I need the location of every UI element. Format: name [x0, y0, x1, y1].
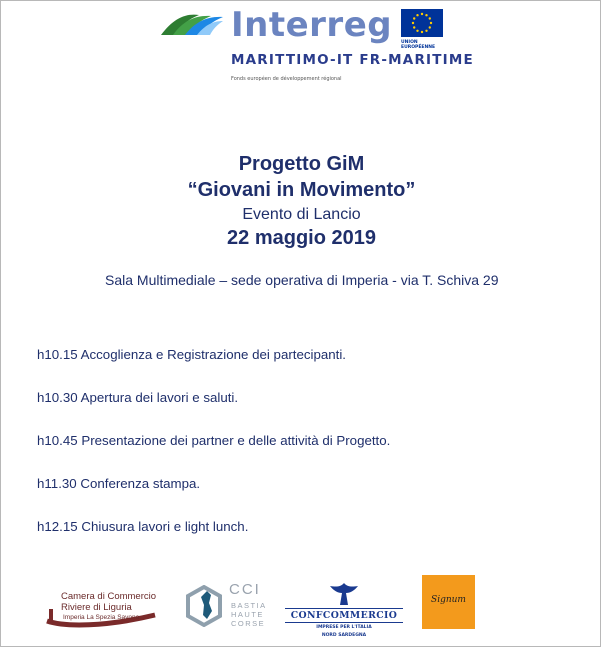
eu-caption: UNION EUROPÉENNE [401, 40, 436, 50]
agenda-item: h10.45 Presentazione dei partner e delle attività di Progetto. [37, 433, 391, 448]
event-title-subtitle: “Giovani in Movimento” [187, 179, 416, 201]
agenda-list [37, 346, 390, 561]
agenda-item: h10.30 Apertura dei lavori e saluti. [37, 390, 239, 405]
event-venue: Sala Multimediale – sede operativa di Imperia - via T. Schiva 29 [105, 272, 499, 288]
signum-logo: Signum [422, 575, 475, 629]
cci-bastia-logo: CCI BASTIA HAUTE CORSE [185, 575, 275, 635]
eu-flag-icon [401, 9, 443, 37]
program-name: MARITTIMO-IT FR-MARITIME [231, 52, 474, 68]
event-date: 22 maggio 2019 [227, 227, 376, 249]
agenda-item: h11.30 Conferenza stampa. [37, 476, 201, 491]
fund-caption: Fonds européen de développement régional [231, 76, 342, 82]
eagle-emblem-icon [328, 581, 360, 607]
corsica-hexagon-icon [185, 585, 223, 627]
agenda-item: h10.15 Accoglienza e Registrazione dei partecipanti. [37, 347, 346, 362]
interreg-swoosh-icon [159, 11, 225, 37]
brand-name: Interreg [231, 5, 393, 45]
interreg-logo [151, 5, 474, 87]
agenda-item: h12.15 Chiusura lavori e light lunch. [37, 519, 249, 534]
confcommercio-logo: CONFCOMMERCIO IMPRESE PER L'ITALIA NORD SARDEGNA [285, 575, 403, 635]
event-title: Progetto GiM [238, 153, 365, 175]
event-type: Evento di Lancio [242, 206, 361, 223]
camera-commercio-logo: Camera di Commercio Riviere di Liguria Imperia La Spezia Savona [45, 575, 165, 635]
